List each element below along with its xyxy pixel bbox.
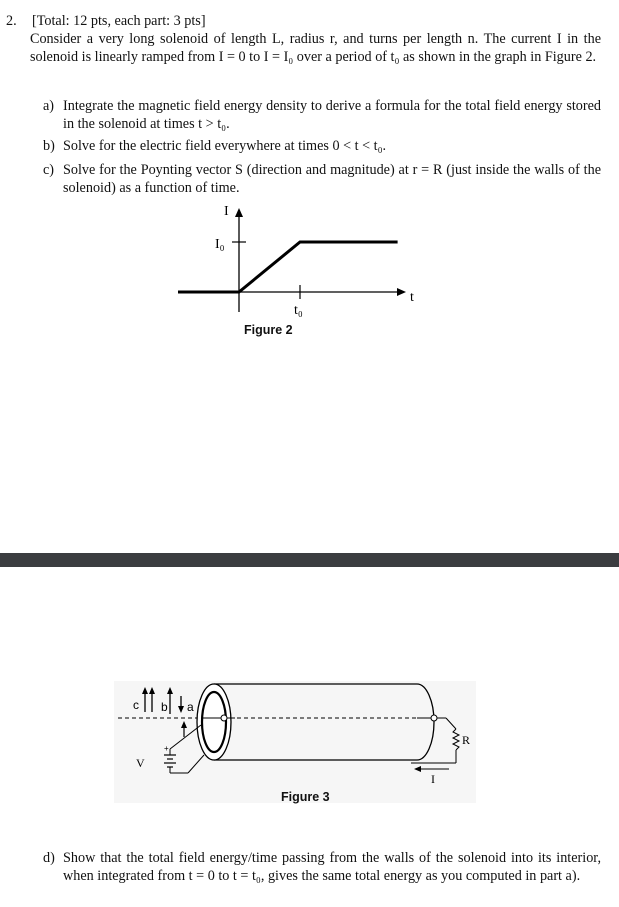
label-V: V [136, 756, 145, 770]
part-a-label: a) [43, 98, 55, 114]
label-b: b [161, 700, 168, 714]
label-c: c [133, 698, 139, 712]
y-tick-label: I₀ [215, 237, 225, 252]
part-d-label: d) [43, 850, 55, 866]
x-tick-label: t₀ [294, 303, 303, 318]
x-axis-arrow-icon [397, 288, 406, 296]
figure-2-graph [170, 200, 420, 325]
page-divider [0, 553, 619, 567]
part-c-text: Solve for the Poynting vector S (direction and magnitude) at r = R (just inside the walls of the solenoid) as a function of time. [63, 162, 601, 197]
current-ramp-line [178, 242, 398, 292]
problem-number: 2. [6, 13, 17, 29]
figure-3-background [114, 681, 476, 803]
figure-3-caption: Figure 3 [281, 790, 330, 804]
part-b-label: b) [43, 138, 55, 154]
part-c-label: c) [43, 162, 55, 178]
battery-plus: + [164, 744, 169, 753]
label-I: I [431, 772, 435, 786]
back-terminal [431, 715, 437, 721]
label-a: a [187, 700, 194, 714]
y-axis-arrow-icon [235, 208, 243, 217]
label-R: R [462, 733, 471, 747]
part-d-text: Show that the total field energy/time passing from the walls of the solenoid into its interior, when integrated from t = 0 to t = t₀, gives the same total energy as you computed in part a). [63, 850, 601, 885]
y-axis-label: I [224, 204, 229, 219]
front-terminal [221, 715, 227, 721]
problem-intro: Consider a very long solenoid of length L, radius r, and turns per length n. The current I in the solenoid is linearly ramped from I = 0 to I = I₀ over a period of t₀ as shown in the graph in Figure 2. [30, 31, 601, 66]
figure-2-caption: Figure 2 [244, 323, 293, 337]
x-axis-label: t [410, 290, 414, 305]
points-header: [Total: 12 pts, each part: 3 pts] [32, 13, 206, 29]
part-a-text: Integrate the magnetic field energy density to derive a formula for the total field energy stored in the solenoid at times t > t₀. [63, 98, 601, 133]
part-b-text: Solve for the electric field everywhere at times 0 < t < t₀. [63, 138, 387, 154]
